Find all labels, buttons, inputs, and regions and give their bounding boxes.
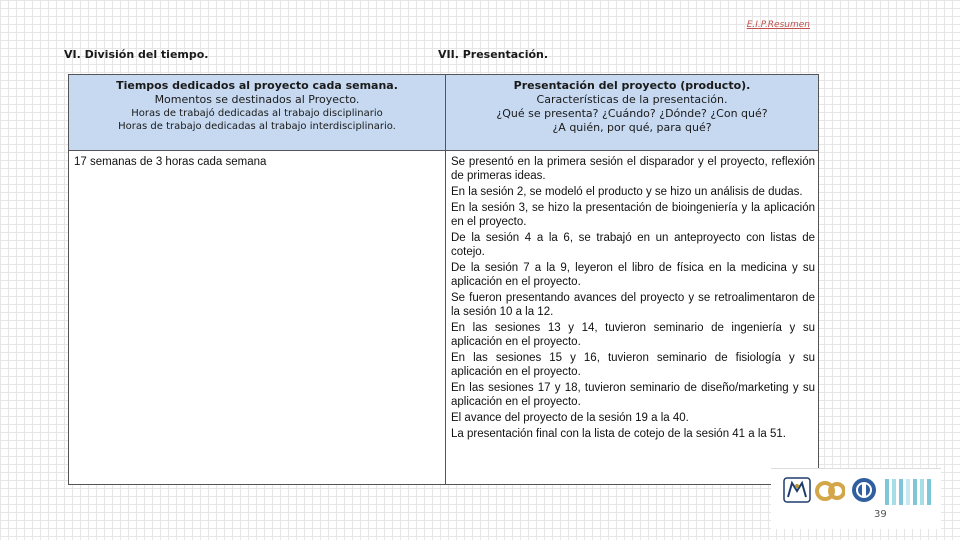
session-entry: En las sesiones 17 y 18, tuvieron seminario de diseño/marketing y su aplicación en el proyecto. — [451, 382, 815, 408]
section-title-division: VI. División del tiempo. — [64, 48, 209, 61]
right-header-line: ¿Qué se presenta? ¿Cuándo? ¿Dónde? ¿Con qué? — [496, 107, 768, 120]
session-entry: El avance del proyecto de la sesión 19 a la 40. — [451, 412, 689, 424]
header-tag: E.I.P.Resumen — [746, 20, 810, 30]
left-header-cell — [69, 75, 446, 151]
left-body-cell — [69, 151, 446, 485]
right-header-line: ¿A quién, por qué, para qué? — [552, 121, 712, 134]
session-entry: En la sesión 2, se modeló el producto y se hizo un análisis de dudas. — [451, 186, 803, 198]
right-header-title: Presentación del proyecto (producto). — [513, 79, 751, 92]
institution-badge-icon — [851, 477, 877, 503]
time-allocation-text: 17 semanas de 3 horas cada semana — [74, 156, 267, 168]
color-bars-logo-icon — [883, 477, 939, 507]
right-body-cell — [446, 151, 819, 485]
session-entry: En las sesiones 15 y 16, tuvieron seminario de fisiología y su aplicación en el proyecto. — [451, 352, 815, 378]
section-title-presentacion: VII. Presentación. — [438, 48, 549, 61]
plan-table — [68, 74, 819, 485]
left-header-title: Tiempos dedicados al proyecto cada semana. — [116, 79, 398, 92]
right-header-cell — [446, 75, 819, 151]
footer-logos — [771, 468, 941, 529]
page-number: 39 — [874, 509, 887, 520]
left-header-line: Horas de trabajo dedicadas al trabajo interdisciplinario. — [118, 121, 396, 132]
unam-logo-icon — [783, 477, 811, 503]
session-entry: En la sesión 3, se hizo la presentación de bioingeniería y la aplicación en el proyecto. — [451, 202, 815, 228]
session-entry: Se fueron presentando avances del proyecto y se retroalimentaron de la sesión 10 a la 12. — [451, 292, 815, 318]
session-entry: De la sesión 4 a la 6, se trabajó en un anteproyecto con listas de cotejo. — [451, 232, 815, 258]
session-entry: De la sesión 7 a la 9, leyeron el libro de física en la medicina y su aplicación en el proyecto. — [451, 262, 815, 288]
session-entry: Se presentó en la primera sesión el disparador y el proyecto, reflexión de primeras ideas. — [451, 156, 815, 182]
session-entry: La presentación final con la lista de cotejo de la sesión 41 a la 51. — [451, 428, 786, 440]
left-header-line: Momentos se destinados al Proyecto. — [154, 93, 360, 106]
right-header-line: Características de la presentación. — [536, 93, 728, 106]
anniversary-logo-icon — [815, 477, 845, 505]
session-entry: En las sesiones 13 y 14, tuvieron seminario de ingeniería y su aplicación en el proyecto. — [451, 322, 815, 348]
left-header-line: Horas de trabajó dedicadas al trabajo disciplinario — [131, 108, 383, 119]
